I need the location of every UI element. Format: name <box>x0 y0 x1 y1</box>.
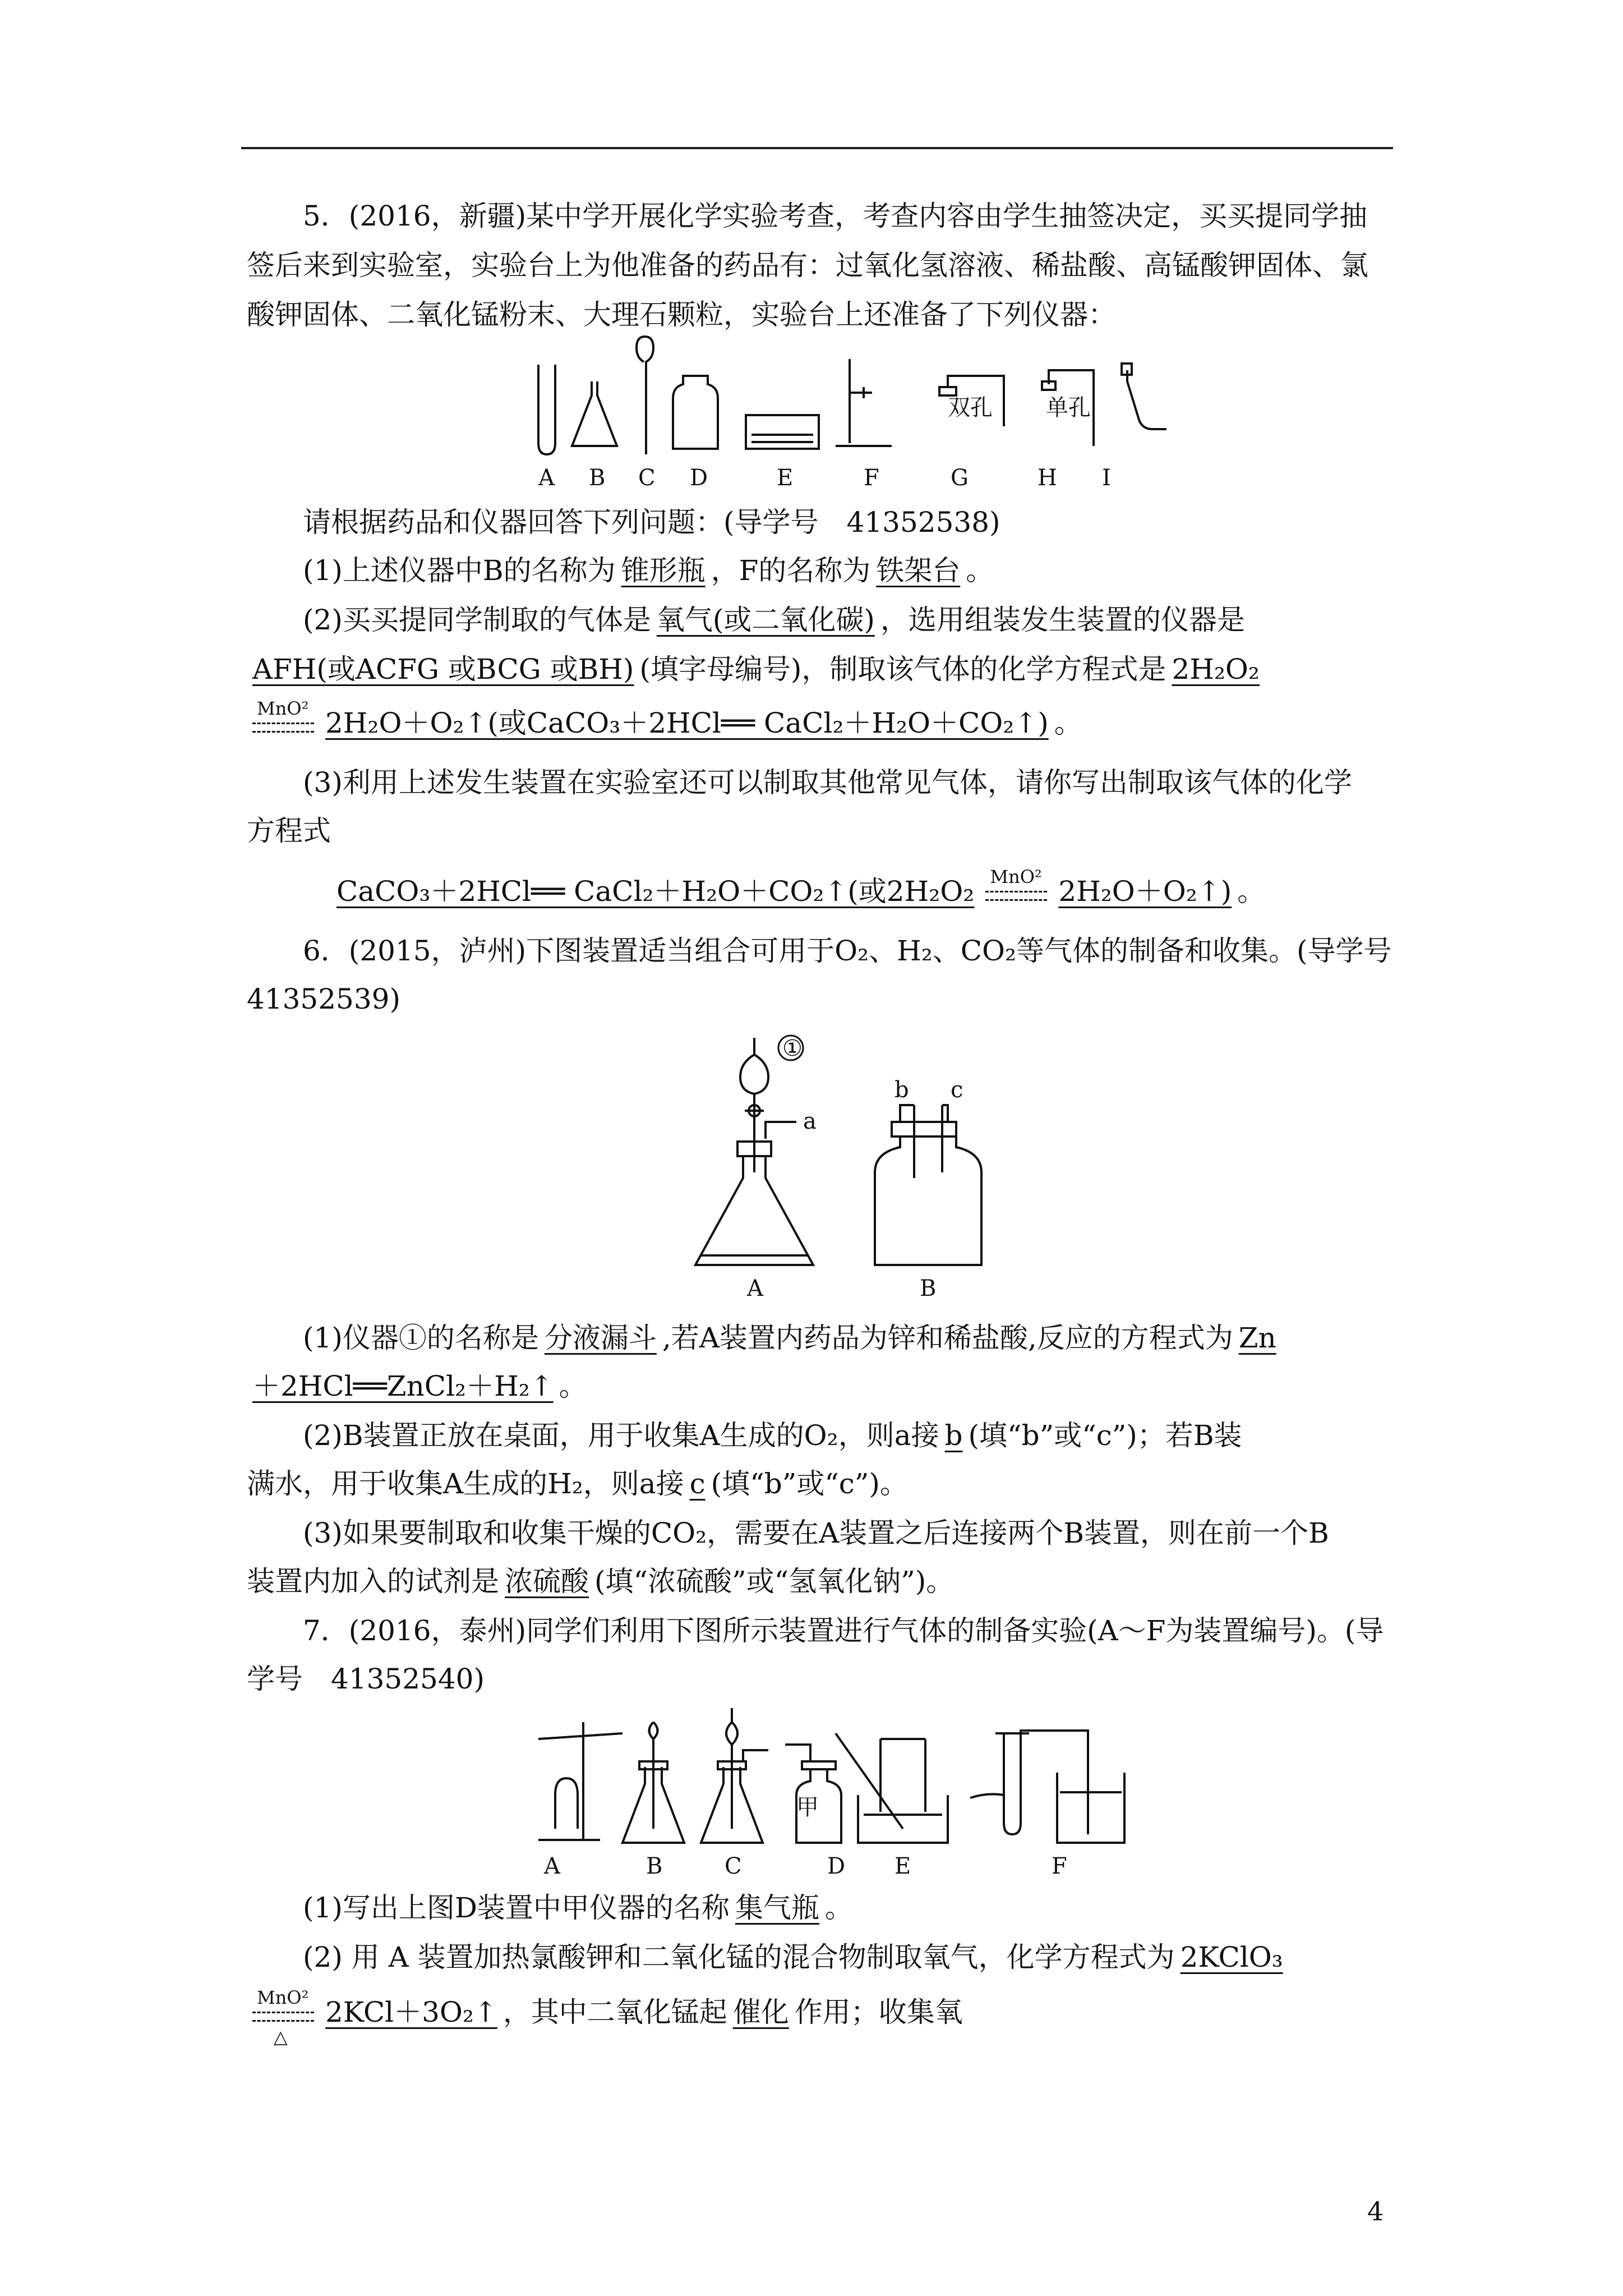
q5-part-2-line-2: AFH(或ACFG 或BCG 或BH) (填字母编号)，制取该气体的化学方程式是 2H₂O₂ <box>247 652 1396 687</box>
flask-funnel-icon <box>623 1722 684 1843</box>
catalyst-condition: MnO² <box>985 874 1047 909</box>
answer-blank: 催化 <box>732 1996 789 2028</box>
q5-part-3-line-1: (3)利用上述发生装置在实验室还可以制取其他常见气体，请你写出制取该气体的化学 <box>303 766 1352 799</box>
q5-part-3-line-3: CaCO₃＋2HCl══ CaCl₂＋H₂O＋CO₂↑(或2H₂O₂ MnO² 2H₂O＋O₂↑) 。 <box>331 874 1481 909</box>
funnel-marker: ① <box>782 1036 803 1061</box>
q7-part-2-line-1: (2) 用 A 装置加热氯酸钾和二氧化锰的混合物制取氧气，化学方程式为 2KClO₃ <box>303 1940 1453 1975</box>
answer-blank: CaCO₃＋2HCl══ CaCl₂＋H₂O＋CO₂↑(或2H₂O₂ <box>336 875 975 908</box>
q6-part-3-line-2: 装置内加入的试剂是 浓硫酸 (填“浓硫酸”或“氢氧化钠”)。 <box>247 1565 955 1598</box>
separatory-funnel-icon <box>740 1055 768 1094</box>
test-tube-icon <box>538 365 555 454</box>
flask-sepfunnel-icon <box>701 1708 768 1843</box>
q7-apparatus-figure <box>522 1700 1166 1885</box>
q6-intro-line-2: 41352539) <box>247 983 400 1015</box>
label-C: C <box>725 1853 742 1879</box>
answer-blank: 集气瓶 <box>735 1892 819 1924</box>
answer-blank: 铁架台 <box>876 554 961 587</box>
q6-part-3-line-1: (3)如果要制取和收集干燥的CO₂，需要在A装置之后连接两个B装置，则在前一个B <box>303 1517 1329 1549</box>
answer-blank: 锥形瓶 <box>621 554 706 587</box>
label-B: B <box>646 1853 663 1879</box>
label-A: A <box>538 465 555 491</box>
q6-part-1-line-1: (1)仪器①的名称是 分液漏斗 ,若A装置内药品为锌和稀盐酸,反应的方程式为 Zn <box>303 1320 1453 1355</box>
conical-flask-icon <box>572 381 617 446</box>
heating-setup-icon <box>538 1722 623 1840</box>
answer-blank: 分液漏斗 <box>544 1322 657 1354</box>
q7-intro-line-2: 学号 41352540) <box>247 1663 485 1695</box>
label-A: A <box>747 1276 763 1301</box>
label-F: F <box>1052 1853 1067 1879</box>
label-B: B <box>920 1276 937 1301</box>
conical-flask-icon <box>695 1156 813 1265</box>
q7-part-1: (1)写出上图D装置中甲仪器的名称 集气瓶 。 <box>303 1892 853 1924</box>
trough-icon <box>746 415 819 449</box>
label-G: G <box>951 465 969 491</box>
answer-blank: AFH(或ACFG 或BCG 或BH) <box>252 653 634 685</box>
q5-part-2-line-1: (2)买买提同学制取的气体是 氧气(或二氧化碳) ，选用组装发生装置的仪器是 <box>303 604 1245 636</box>
q5-prompt: 请根据药品和仪器回答下列问题：(导学号 41352538) <box>303 506 1000 539</box>
catalyst-condition: MnO² <box>252 706 314 740</box>
q6-part-2-line-2: 满水，用于收集A生成的H₂，则a接 c (填“b”或“c”)。 <box>247 1467 908 1500</box>
q5-intro-line-2: 签后来到实验室，实验台上为他准备的药品有：过氧化氢溶液、稀盐酸、高锰酸钾固体、氯 <box>247 249 1368 282</box>
answer-blank: 氧气(或二氧化碳) <box>656 604 875 636</box>
q7-intro-line-1: 7．(2016，泰州)同学们利用下图所示装置进行气体的制备实验(A～F为装置编号)。(导 <box>303 1614 1384 1647</box>
q5-part-2-line-3: MnO² 2H₂O＋O₂↑(或CaCO₃＋2HCl══ CaCl₂＋H₂O＋CO₂↑) 。 <box>247 706 1396 740</box>
label-B: B <box>589 465 606 491</box>
iron-stand-icon <box>836 359 892 446</box>
q5-part-1: (1)上述仪器中B的名称为 锥形瓶 ，F的名称为 铁架台 。 <box>303 554 994 587</box>
answer-blank: 2KCl＋3O₂↑ <box>325 1996 497 2028</box>
label-D: D <box>690 465 708 491</box>
label-a: a <box>803 1108 817 1134</box>
answer-blank: 浓硫酸 <box>505 1565 589 1598</box>
catalyst-heat-condition: MnO² △ <box>252 1995 314 2030</box>
gas-bottle-icon <box>785 1745 841 1843</box>
q5-intro-line-1: 5．(2016，新疆)某中学开展化学实验考查，考查内容由学生抽签决定，买买提同学抽 <box>303 200 1368 232</box>
label-E: E <box>777 465 794 491</box>
funnel-icon <box>637 337 653 454</box>
q6-intro-line-1: 6．(2015，泸州)下图装置适当组合可用于O₂、H₂、CO₂等气体的制备和收集。(导学号 <box>303 935 1392 967</box>
answer-blank: b <box>944 1419 963 1452</box>
answer-blank: Zn <box>1238 1322 1276 1354</box>
label-D: D <box>827 1853 846 1879</box>
tube-beaker-icon <box>995 1731 1088 1834</box>
gas-bottle-icon <box>900 1105 948 1178</box>
answer-blank: c <box>689 1467 706 1500</box>
q5-intro-line-3: 酸钾固体、二氧化锰粉末、大理石颗粒，实验台上还准备了下列仪器： <box>247 298 1116 331</box>
header-rule <box>241 147 1393 149</box>
q6-part-1-line-2: ＋2HCl══ZnCl₂＋H₂↑ 。 <box>247 1369 1396 1404</box>
page-number: 4 <box>1367 2196 1384 2226</box>
q5-part-3-line-2: 方程式 <box>247 815 331 847</box>
q5-apparatus-figure <box>522 331 1183 499</box>
answer-blank: 2KClO₃ <box>1180 1941 1283 1973</box>
bent-tube-icon <box>1127 370 1166 429</box>
answer-blank: ＋2HCl══ZnCl₂＋H₂↑ <box>252 1370 554 1402</box>
label-F: F <box>864 465 879 491</box>
answer-blank: 2H₂O₂ <box>1172 653 1260 685</box>
jia-label: 甲 <box>796 1795 819 1820</box>
label-I: I <box>1102 465 1111 491</box>
single-hole-label: 单孔 <box>1046 395 1091 421</box>
gas-bottle-icon <box>673 376 718 449</box>
label-H: H <box>1038 465 1057 491</box>
q6-part-2-line-1: (2)B装置正放在桌面，用于收集A生成的O₂，则a接 b (填“b”或“c”)；若B装 <box>303 1419 1242 1452</box>
label-A: A <box>544 1853 560 1879</box>
answer-blank: 2H₂O＋O₂↑) <box>1058 875 1232 908</box>
label-b: b <box>895 1077 909 1103</box>
label-E: E <box>895 1853 911 1879</box>
answer-blank: 2H₂O＋O₂↑(或CaCO₃＋2HCl══ CaCl₂＋H₂O＋CO₂↑) <box>325 707 1049 739</box>
double-hole-label: 双孔 <box>948 395 993 421</box>
label-C: C <box>638 465 656 491</box>
q6-apparatus-figure <box>684 1032 1032 1301</box>
label-c: c <box>951 1077 963 1103</box>
q7-part-2-line-2: MnO² △ 2KCl＋3O₂↑ ，其中二氧化锰起 催化 作用；收集氧 <box>247 1995 1396 2030</box>
